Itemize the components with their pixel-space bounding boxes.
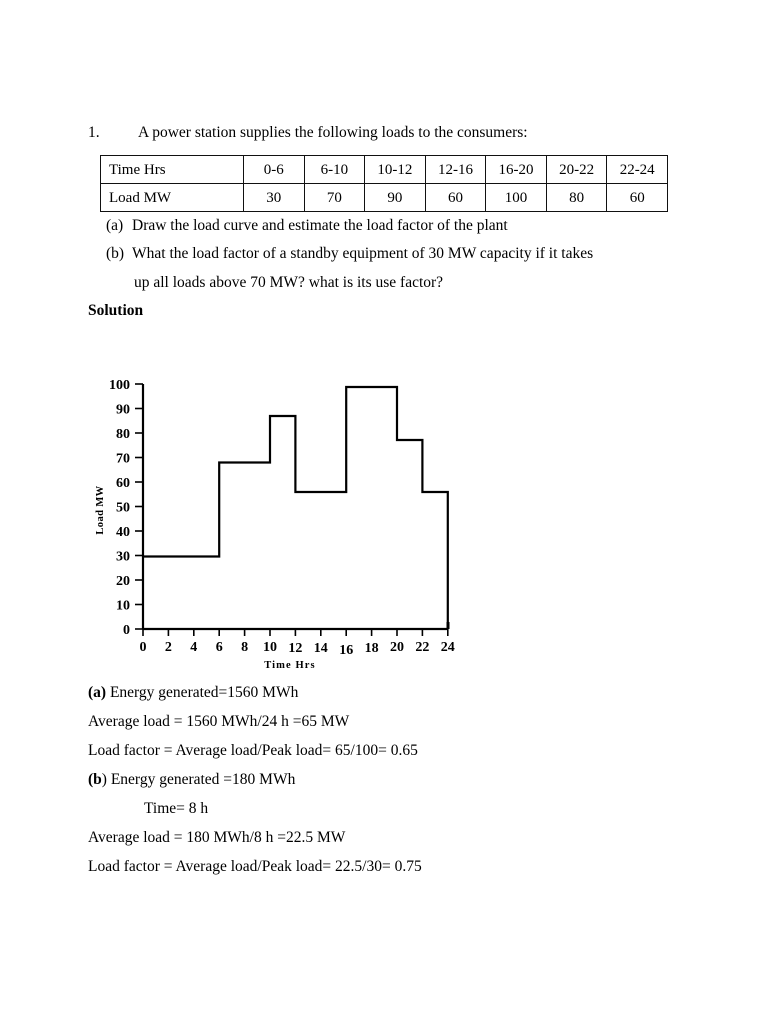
svg-text:14: 14 xyxy=(313,641,328,656)
subquestion-a xyxy=(106,216,508,236)
svg-text:10: 10 xyxy=(263,640,277,655)
cell-time-5: 20-22 xyxy=(546,156,607,184)
load-curve-line xyxy=(143,387,448,629)
cell-load-0: 30 xyxy=(244,184,305,212)
subquestion-a-marker: (a) xyxy=(106,217,124,234)
svg-text:12: 12 xyxy=(288,641,303,656)
svg-text:80: 80 xyxy=(116,427,130,442)
load-curve-chart xyxy=(85,370,485,670)
svg-text:0: 0 xyxy=(139,640,147,655)
svg-text:20: 20 xyxy=(390,640,404,655)
cell-time-0: 0-6 xyxy=(244,156,305,184)
answer-b-energy xyxy=(88,770,295,790)
svg-text:16: 16 xyxy=(339,643,354,658)
cell-time-2: 10-12 xyxy=(365,156,426,184)
answer-a-load-factor: Load factor = Average load/Peak load= 65/100= 0.65 xyxy=(88,742,418,759)
subquestion-b-text: What the load factor of a standby equipment of 30 MW capacity if it takes xyxy=(132,245,594,262)
svg-text:20: 20 xyxy=(116,574,130,589)
load-curve-svg xyxy=(85,370,485,670)
svg-text:100: 100 xyxy=(109,378,130,393)
answer-b-energy-text: ) Energy generated =180 MWh xyxy=(101,771,296,788)
svg-text:6: 6 xyxy=(215,640,223,655)
question-number: 1. xyxy=(88,124,100,141)
svg-text:8: 8 xyxy=(241,640,249,655)
load-data-table xyxy=(100,155,668,212)
subquestion-b xyxy=(106,244,676,293)
answer-b-label: (b xyxy=(88,771,102,788)
answer-a-average: Average load = 1560 MWh/24 h =65 MW xyxy=(88,713,350,730)
svg-text:0: 0 xyxy=(123,623,130,638)
svg-text:4: 4 xyxy=(190,640,198,655)
answer-b-load-factor: Load factor = Average load/Peak load= 22.5/30= 0.75 xyxy=(88,858,422,875)
answer-b-average: Average load = 180 MWh/8 h =22.5 MW xyxy=(88,829,346,846)
answer-a-energy xyxy=(88,683,298,703)
cell-time-4: 16-20 xyxy=(486,156,547,184)
row-header-time: Time Hrs xyxy=(101,156,244,184)
answer-a-label: (a) xyxy=(88,684,107,701)
svg-text:90: 90 xyxy=(116,402,130,418)
svg-text:2: 2 xyxy=(164,640,172,655)
svg-text:18: 18 xyxy=(364,641,379,656)
cell-load-4: 100 xyxy=(486,184,547,212)
answer-b-time: Time= 8 h xyxy=(144,800,209,817)
chart-y-ticks xyxy=(135,384,143,629)
cell-load-1: 70 xyxy=(304,184,365,212)
cell-time-3: 12-16 xyxy=(425,156,486,184)
question-text: A power station supplies the following loads to the consumers: xyxy=(138,124,528,141)
cell-load-2: 90 xyxy=(365,184,426,212)
svg-text:30: 30 xyxy=(116,549,130,565)
chart-y-tick-labels xyxy=(109,378,130,638)
subquestion-a-text: Draw the load curve and estimate the load factor of the plant xyxy=(132,217,508,234)
question-line xyxy=(88,123,688,143)
cell-time-6: 22-24 xyxy=(607,156,668,184)
solution-heading: Solution xyxy=(88,302,144,319)
chart-x-tick-labels xyxy=(140,640,455,658)
chart-x-axis-title: Time Hrs xyxy=(264,660,316,670)
svg-text:50: 50 xyxy=(116,500,130,516)
cell-load-6: 60 xyxy=(607,184,668,212)
row-header-load: Load MW xyxy=(101,184,244,212)
answer-a-energy-text: Energy generated=1560 MWh xyxy=(106,684,299,701)
cell-load-3: 60 xyxy=(425,184,486,212)
svg-text:60: 60 xyxy=(116,476,130,491)
chart-y-axis-title: Load MW xyxy=(95,485,106,535)
subquestion-b-marker: (b) xyxy=(106,245,125,262)
cell-time-1: 6-10 xyxy=(304,156,365,184)
table-row-load xyxy=(101,184,668,212)
table-row-time xyxy=(101,156,668,184)
subquestion-b-continuation: up all loads above 70 MW? what is its use factor? xyxy=(134,274,444,291)
svg-text:70: 70 xyxy=(116,451,130,467)
svg-text:40: 40 xyxy=(116,525,130,540)
svg-text:24: 24 xyxy=(440,640,455,655)
svg-text:10: 10 xyxy=(116,598,130,614)
svg-text:22: 22 xyxy=(415,640,430,655)
cell-load-5: 80 xyxy=(546,184,607,212)
